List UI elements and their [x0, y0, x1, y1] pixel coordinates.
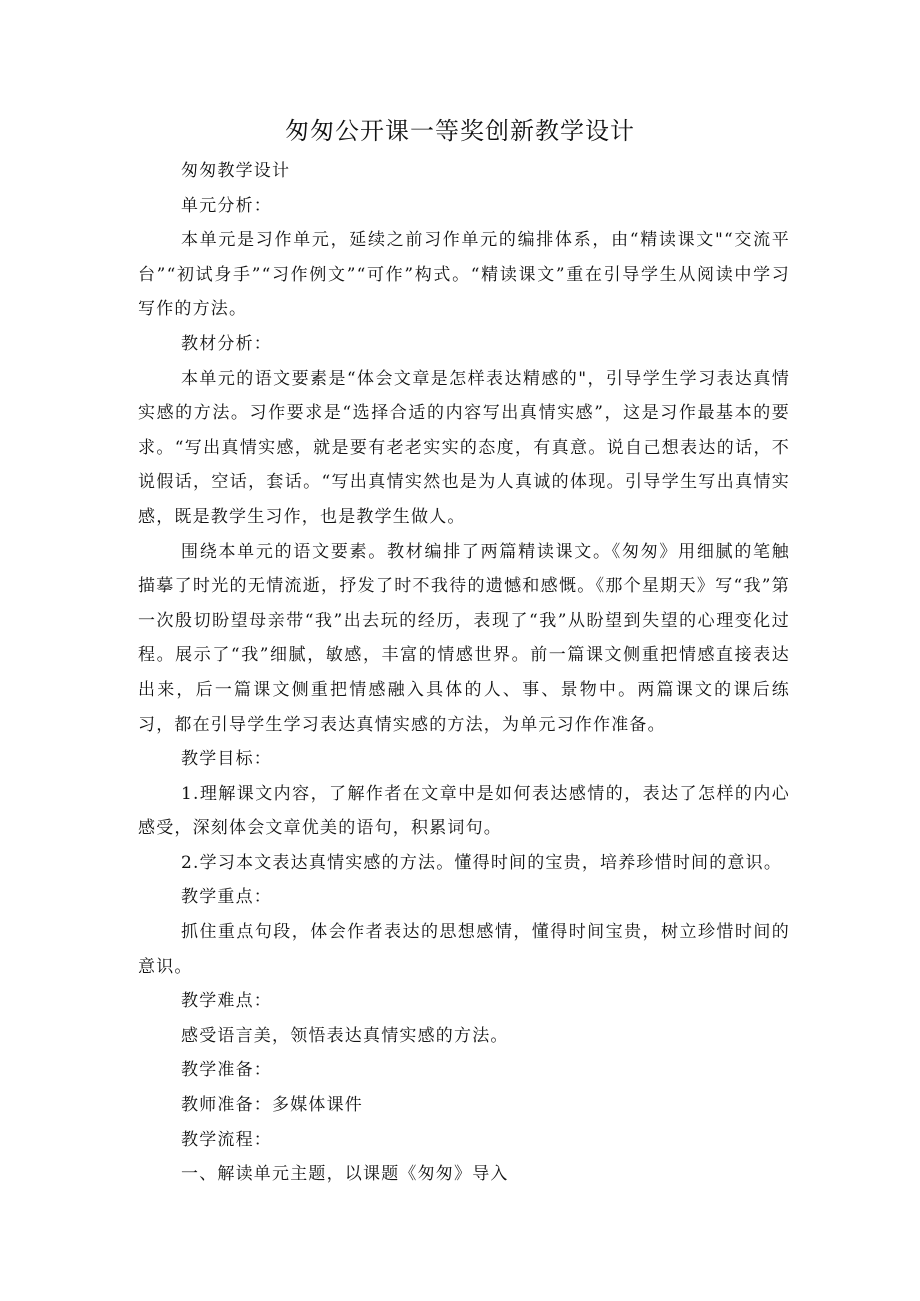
document-body — [138, 154, 790, 1192]
section-heading-unit-analysis: 单元分析： — [181, 195, 272, 216]
paragraph-preparation: 教师准备：多媒体课件 — [181, 1095, 363, 1116]
section-heading-teaching-goals: 教学目标： — [181, 749, 272, 770]
goal-item-1: 1.理解课文内容，了解作者在文章中是如何表达感情的，表达了怎样的内心感受，深刻体会文章优美的语句，积累词句。 — [138, 783, 790, 839]
paragraph-key-points: 抓住重点句段，体会作者表达的思想感情，懂得时间宝贵，树立珍惜时间的意识。 — [138, 922, 790, 977]
process-step-1: 一、解读单元主题，以课题《匆匆》导入 — [181, 1164, 509, 1185]
paragraph-material-analysis-1: 本单元的语文要素是“体会文章是怎样表达精感的"，引导学生学习表达真情实感的方法。习作要求是“选择合适的内容写出真情实感”，这是习作最基本的要求。“写出真情实感，就是要有老老实实的态度，有真意。说自己想表达的话，不说假话，空话，套话。“写出真情实然也是为人真诚的体现。引导学生写出真情实感，既是教学生习作，也是教学生做人。 — [138, 368, 790, 527]
doc-subtitle: 匆匆教学设计 — [181, 161, 291, 181]
section-heading-key-points: 教学重点： — [181, 887, 272, 908]
paragraph-unit-analysis: 本单元是习作单元，延续之前习作单元的编排体系，由“精读课文"“交流平台”“初试身手”“习作例文”“可作”构式。“精读课文”重在引导学生从阅读中学习写作的方法。 — [138, 230, 790, 320]
section-heading-difficulties: 教学难点： — [181, 991, 272, 1012]
goal-item-2: 2.学习本文表达真情实感的方法。懂得时间的宝贵，培养珍惜时间的意识。 — [181, 852, 783, 873]
section-heading-process: 教学流程： — [181, 1129, 272, 1150]
paragraph-material-analysis-2: 围绕本单元的语文要素。教材编排了两篇精读课文。《匆匆》用细腻的笔触描摹了时光的无情流逝，抒发了时不我待的遗憾和感慨。《那个星期天》写“我”第一次殷切盼望母亲带“我”出去玩的经历，表现了“我”从盼望到失望的心理变化过程。展示了“我”细腻，敏感，丰富的情感世界。前一篇课文侧重把情感直接表达出来，后一篇课文侧重把情感融入具体的人、事、景物中。两篇课文的课后练习，都在引导学生学习表达真情实感的方法，为单元习作作准备。 — [138, 541, 790, 735]
section-heading-material-analysis: 教材分析： — [181, 333, 272, 354]
section-heading-preparation: 教学准备： — [181, 1060, 272, 1081]
document-title: 匆匆公开课一等奖创新教学设计 — [285, 117, 635, 145]
paragraph-difficulties: 感受语言美，领悟表达真情实感的方法。 — [181, 1025, 509, 1046]
